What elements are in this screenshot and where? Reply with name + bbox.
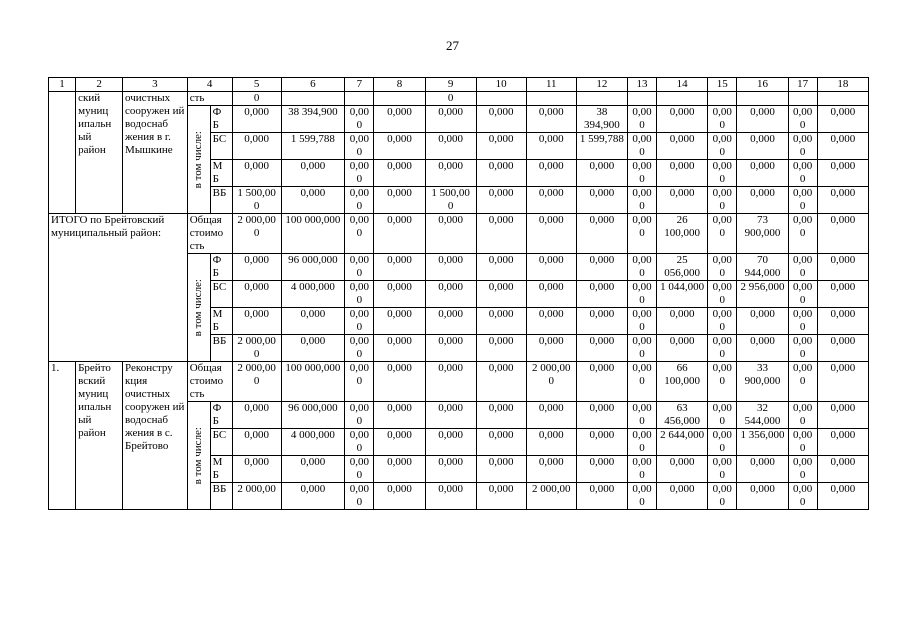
- value-cell: 0,000: [817, 335, 868, 362]
- value-cell: 0,000: [737, 456, 788, 483]
- value-cell: 0,00 0: [708, 308, 737, 335]
- value-cell: 2 000,00 0: [526, 362, 576, 402]
- source-label-cell: М Б: [210, 160, 232, 187]
- value-cell: 0,000: [576, 429, 627, 456]
- vertical-label-cell: [187, 106, 210, 214]
- object-name-cell: Реконстру кция очистных сооружен ий водоснаб жения в с. Брейтово: [123, 362, 188, 510]
- value-cell: 0,000: [476, 429, 526, 456]
- value-cell: 0,000: [281, 483, 345, 510]
- header-cell: 5: [232, 78, 281, 92]
- value-cell: 0,000: [526, 133, 576, 160]
- source-label-cell: Общая стоимо сть: [187, 362, 232, 402]
- source-label-cell: Ф Б: [210, 106, 232, 133]
- value-cell: 2 644,000: [657, 429, 708, 456]
- value-cell: 33 900,000: [737, 362, 788, 402]
- value-cell: 0,000: [526, 456, 576, 483]
- value-cell: 0,00 0: [788, 456, 817, 483]
- value-cell: 0,000: [425, 214, 476, 254]
- value-cell: 2 000,00: [526, 483, 576, 510]
- value-cell: 0,000: [425, 429, 476, 456]
- value-cell: 0,000: [576, 362, 627, 402]
- value-cell: 0: [425, 92, 476, 106]
- vertical-label-cell: [187, 254, 210, 362]
- total-title-cell: ИТОГО по Брейтовский муниципальный район:: [49, 214, 188, 362]
- value-cell: 0,000: [232, 402, 281, 429]
- value-cell: 66 100,000: [657, 362, 708, 402]
- value-cell: 0,000: [232, 281, 281, 308]
- value-cell: 0,000: [817, 456, 868, 483]
- value-cell: [374, 92, 425, 106]
- vertical-label: в том числе:: [192, 278, 205, 337]
- value-cell: 0,00 0: [708, 483, 737, 510]
- value-cell: 0,000: [526, 335, 576, 362]
- value-cell: 0,000: [374, 160, 425, 187]
- value-cell: 0,00 0: [627, 308, 656, 335]
- value-cell: 0,00 0: [627, 133, 656, 160]
- value-cell: 0,00 0: [345, 308, 374, 335]
- value-cell: [788, 92, 817, 106]
- value-cell: 0,000: [425, 308, 476, 335]
- value-cell: 0,000: [374, 187, 425, 214]
- value-cell: 0,000: [576, 281, 627, 308]
- value-cell: 0,00 0: [788, 133, 817, 160]
- header-cell: 16: [737, 78, 788, 92]
- value-cell: 0,00 0: [788, 335, 817, 362]
- value-cell: 0,000: [281, 456, 345, 483]
- header-cell: 14: [657, 78, 708, 92]
- source-label-cell: БС: [210, 429, 232, 456]
- value-cell: 38 394,900: [576, 106, 627, 133]
- value-cell: 0,00 0: [708, 429, 737, 456]
- value-cell: 0,000: [817, 429, 868, 456]
- header-cell: 11: [526, 78, 576, 92]
- value-cell: 1 044,000: [657, 281, 708, 308]
- value-cell: 0,000: [526, 281, 576, 308]
- table-row: [49, 362, 869, 402]
- value-cell: 0,000: [657, 133, 708, 160]
- value-cell: 0,000: [425, 281, 476, 308]
- value-cell: 0,000: [737, 483, 788, 510]
- value-cell: 0,00 0: [345, 281, 374, 308]
- value-cell: 0,000: [232, 456, 281, 483]
- value-cell: 0,000: [817, 402, 868, 429]
- value-cell: 0,00 0: [345, 483, 374, 510]
- value-cell: 0,00 0: [708, 106, 737, 133]
- value-cell: 100 000,000: [281, 362, 345, 402]
- value-cell: 0,000: [737, 308, 788, 335]
- value-cell: 0,000: [526, 214, 576, 254]
- value-cell: 0,00 0: [345, 254, 374, 281]
- value-cell: 0,000: [817, 187, 868, 214]
- vertical-label: в том числе:: [192, 426, 205, 485]
- value-cell: 0,000: [476, 254, 526, 281]
- header-cell: 6: [281, 78, 345, 92]
- value-cell: 0,000: [576, 456, 627, 483]
- value-cell: 0,00 0: [627, 429, 656, 456]
- header-cell: 12: [576, 78, 627, 92]
- source-label-cell: М Б: [210, 456, 232, 483]
- header-row: [49, 78, 869, 92]
- row-number-cell: 1.: [49, 362, 76, 510]
- header-cell: 3: [123, 78, 188, 92]
- value-cell: 0,00 0: [627, 362, 656, 402]
- value-cell: 0,000: [281, 335, 345, 362]
- value-cell: 0,00 0: [627, 335, 656, 362]
- value-cell: 0,00 0: [788, 429, 817, 456]
- value-cell: 0,00 0: [345, 214, 374, 254]
- value-cell: 0,000: [476, 214, 526, 254]
- value-cell: 38 394,900: [281, 106, 345, 133]
- value-cell: 0,000: [657, 456, 708, 483]
- value-cell: 0,000: [817, 281, 868, 308]
- value-cell: 0,00 0: [345, 362, 374, 402]
- value-cell: 0,000: [232, 254, 281, 281]
- value-cell: 0,000: [576, 483, 627, 510]
- value-cell: 0,000: [817, 254, 868, 281]
- vertical-label-cell: [187, 402, 210, 510]
- municipality-cell: ский муниц ипальн ый район: [76, 92, 123, 214]
- value-cell: 0,000: [817, 483, 868, 510]
- value-cell: 0,00 0: [627, 187, 656, 214]
- header-cell: 2: [76, 78, 123, 92]
- value-cell: 0,000: [374, 362, 425, 402]
- source-label-cell: М Б: [210, 308, 232, 335]
- value-cell: 0,00 0: [345, 187, 374, 214]
- value-cell: 0,000: [374, 335, 425, 362]
- value-cell: 0,00 0: [627, 281, 656, 308]
- value-cell: 0,00 0: [708, 456, 737, 483]
- value-cell: 0,000: [374, 308, 425, 335]
- value-cell: [627, 92, 656, 106]
- value-cell: 0,000: [476, 187, 526, 214]
- source-label-cell: ВБ: [210, 335, 232, 362]
- value-cell: 0,00 0: [345, 456, 374, 483]
- header-cell: 9: [425, 78, 476, 92]
- value-cell: 0,000: [425, 335, 476, 362]
- value-cell: 0,000: [425, 456, 476, 483]
- value-cell: 0,00 0: [345, 429, 374, 456]
- value-cell: 0,000: [374, 456, 425, 483]
- value-cell: 0,00 0: [627, 402, 656, 429]
- value-cell: 0,000: [576, 254, 627, 281]
- value-cell: 0,000: [374, 133, 425, 160]
- header-cell: 7: [345, 78, 374, 92]
- value-cell: 0,000: [425, 160, 476, 187]
- source-label-cell: Общая стоимо сть: [187, 214, 232, 254]
- value-cell: 0,00 0: [627, 160, 656, 187]
- value-cell: [345, 92, 374, 106]
- value-cell: 0,000: [232, 429, 281, 456]
- value-cell: 0,000: [232, 133, 281, 160]
- value-cell: 0,000: [576, 335, 627, 362]
- value-cell: 0,000: [657, 187, 708, 214]
- value-cell: 0: [232, 92, 281, 106]
- value-cell: 0,000: [374, 429, 425, 456]
- value-cell: 0,000: [476, 335, 526, 362]
- table-body: [49, 78, 869, 510]
- value-cell: 0,000: [657, 483, 708, 510]
- value-cell: 0,00 0: [708, 362, 737, 402]
- value-cell: 25 056,000: [657, 254, 708, 281]
- value-cell: 0,000: [425, 483, 476, 510]
- value-cell: 0,00 0: [708, 335, 737, 362]
- source-label-cell: БС: [210, 281, 232, 308]
- header-cell: 10: [476, 78, 526, 92]
- value-cell: 0,000: [817, 160, 868, 187]
- value-cell: 0,000: [374, 402, 425, 429]
- value-cell: 0,000: [817, 308, 868, 335]
- value-cell: 0,000: [476, 483, 526, 510]
- value-cell: 0,000: [576, 187, 627, 214]
- value-cell: 0,000: [281, 187, 345, 214]
- value-cell: 0,000: [425, 254, 476, 281]
- value-cell: 0,000: [657, 335, 708, 362]
- value-cell: 0,000: [374, 281, 425, 308]
- value-cell: 0,000: [576, 402, 627, 429]
- object-name-cell: очистных сооружен ий водоснаб жения в г. Мышкине: [123, 92, 188, 214]
- source-label-cell: Ф Б: [210, 402, 232, 429]
- value-cell: 0,00 0: [788, 308, 817, 335]
- value-cell: 0,000: [657, 308, 708, 335]
- value-cell: 73 900,000: [737, 214, 788, 254]
- value-cell: 0,00 0: [627, 483, 656, 510]
- source-label-cell: ВБ: [210, 187, 232, 214]
- value-cell: 100 000,000: [281, 214, 345, 254]
- value-cell: 0,00 0: [708, 254, 737, 281]
- value-cell: 0,000: [526, 106, 576, 133]
- value-cell: 0,000: [817, 133, 868, 160]
- value-cell: 0,00 0: [708, 402, 737, 429]
- vertical-label: в том числе:: [192, 130, 205, 189]
- value-cell: 0,000: [526, 402, 576, 429]
- value-cell: 0,000: [476, 160, 526, 187]
- value-cell: 0,000: [374, 214, 425, 254]
- value-cell: 1 356,000: [737, 429, 788, 456]
- value-cell: 1 500,00 0: [232, 187, 281, 214]
- value-cell: 0,000: [737, 160, 788, 187]
- header-cell: 17: [788, 78, 817, 92]
- value-cell: 0,00 0: [708, 187, 737, 214]
- value-cell: 0,000: [526, 429, 576, 456]
- value-cell: [657, 92, 708, 106]
- value-cell: 0,00 0: [788, 187, 817, 214]
- value-cell: 0,000: [737, 335, 788, 362]
- value-cell: 0,000: [817, 106, 868, 133]
- value-cell: 0,000: [817, 362, 868, 402]
- value-cell: 0,000: [281, 308, 345, 335]
- value-cell: 0,00 0: [345, 160, 374, 187]
- value-cell: 2 000,00 0: [232, 214, 281, 254]
- value-cell: 0,000: [737, 187, 788, 214]
- value-cell: 26 100,000: [657, 214, 708, 254]
- value-cell: 0,00 0: [708, 133, 737, 160]
- value-cell: 0,000: [657, 160, 708, 187]
- value-cell: 0,00 0: [708, 281, 737, 308]
- value-cell: 1 500,00 0: [425, 187, 476, 214]
- page-number: 27: [446, 38, 459, 53]
- header-cell: 18: [817, 78, 868, 92]
- value-cell: 0,00 0: [627, 214, 656, 254]
- value-cell: 2 000,00: [232, 483, 281, 510]
- row-number-cell: [49, 92, 76, 214]
- value-cell: 0,00 0: [345, 402, 374, 429]
- value-cell: 0,000: [374, 254, 425, 281]
- value-cell: [526, 92, 576, 106]
- value-cell: 0,000: [476, 308, 526, 335]
- value-cell: 0,00 0: [627, 106, 656, 133]
- header-cell: 8: [374, 78, 425, 92]
- header-cell: 15: [708, 78, 737, 92]
- value-cell: 32 544,000: [737, 402, 788, 429]
- value-cell: 0,00 0: [708, 214, 737, 254]
- value-cell: 0,00 0: [627, 456, 656, 483]
- value-cell: 0,000: [476, 106, 526, 133]
- value-cell: 0,000: [576, 160, 627, 187]
- source-label-cell: сть: [187, 92, 232, 106]
- value-cell: 0,00 0: [788, 362, 817, 402]
- source-label-cell: Ф Б: [210, 254, 232, 281]
- value-cell: 0,00 0: [788, 106, 817, 133]
- value-cell: 0,000: [737, 133, 788, 160]
- value-cell: 0,000: [476, 402, 526, 429]
- value-cell: 4 000,000: [281, 281, 345, 308]
- table-row: [49, 92, 869, 106]
- value-cell: 0,000: [425, 402, 476, 429]
- value-cell: 4 000,000: [281, 429, 345, 456]
- value-cell: 0,000: [526, 308, 576, 335]
- value-cell: 0,000: [817, 214, 868, 254]
- value-cell: 2 000,00 0: [232, 335, 281, 362]
- budget-table: [48, 77, 869, 510]
- value-cell: 0,00 0: [345, 133, 374, 160]
- municipality-cell: Брейто вский муниц ипальн ый район: [76, 362, 123, 510]
- value-cell: 0,000: [281, 160, 345, 187]
- value-cell: 0,00 0: [788, 483, 817, 510]
- value-cell: 0,00 0: [788, 214, 817, 254]
- value-cell: 0,00 0: [788, 254, 817, 281]
- value-cell: 0,000: [232, 308, 281, 335]
- value-cell: 0,00 0: [788, 281, 817, 308]
- value-cell: 0,000: [425, 133, 476, 160]
- value-cell: [476, 92, 526, 106]
- value-cell: 1 599,788: [576, 133, 627, 160]
- value-cell: 0,000: [576, 214, 627, 254]
- value-cell: 2 956,000: [737, 281, 788, 308]
- value-cell: 0,000: [374, 483, 425, 510]
- value-cell: [281, 92, 345, 106]
- value-cell: 96 000,000: [281, 402, 345, 429]
- value-cell: 0,00 0: [345, 106, 374, 133]
- value-cell: 0,000: [657, 106, 708, 133]
- value-cell: [576, 92, 627, 106]
- value-cell: 0,00 0: [788, 402, 817, 429]
- value-cell: 0,000: [425, 106, 476, 133]
- value-cell: 0,000: [232, 160, 281, 187]
- value-cell: 0,000: [526, 187, 576, 214]
- value-cell: 0,000: [737, 106, 788, 133]
- value-cell: [817, 92, 868, 106]
- value-cell: 2 000,00 0: [232, 362, 281, 402]
- value-cell: 0,000: [425, 362, 476, 402]
- value-cell: 96 000,000: [281, 254, 345, 281]
- value-cell: 0,000: [526, 160, 576, 187]
- value-cell: 0,00 0: [708, 160, 737, 187]
- source-label-cell: БС: [210, 133, 232, 160]
- value-cell: 0,00 0: [788, 160, 817, 187]
- value-cell: [708, 92, 737, 106]
- source-label-cell: ВБ: [210, 483, 232, 510]
- value-cell: 0,000: [476, 362, 526, 402]
- value-cell: 63 456,000: [657, 402, 708, 429]
- header-cell: 1: [49, 78, 76, 92]
- value-cell: 70 944,000: [737, 254, 788, 281]
- value-cell: 0,000: [476, 281, 526, 308]
- value-cell: 0,00 0: [345, 335, 374, 362]
- value-cell: [737, 92, 788, 106]
- value-cell: 0,000: [526, 254, 576, 281]
- header-cell: 13: [627, 78, 656, 92]
- value-cell: 1 599,788: [281, 133, 345, 160]
- header-cell: 4: [187, 78, 232, 92]
- value-cell: 0,000: [576, 308, 627, 335]
- total-row: [49, 214, 869, 254]
- value-cell: 0,00 0: [627, 254, 656, 281]
- value-cell: 0,000: [374, 106, 425, 133]
- value-cell: 0,000: [476, 133, 526, 160]
- value-cell: 0,000: [232, 106, 281, 133]
- value-cell: 0,000: [476, 456, 526, 483]
